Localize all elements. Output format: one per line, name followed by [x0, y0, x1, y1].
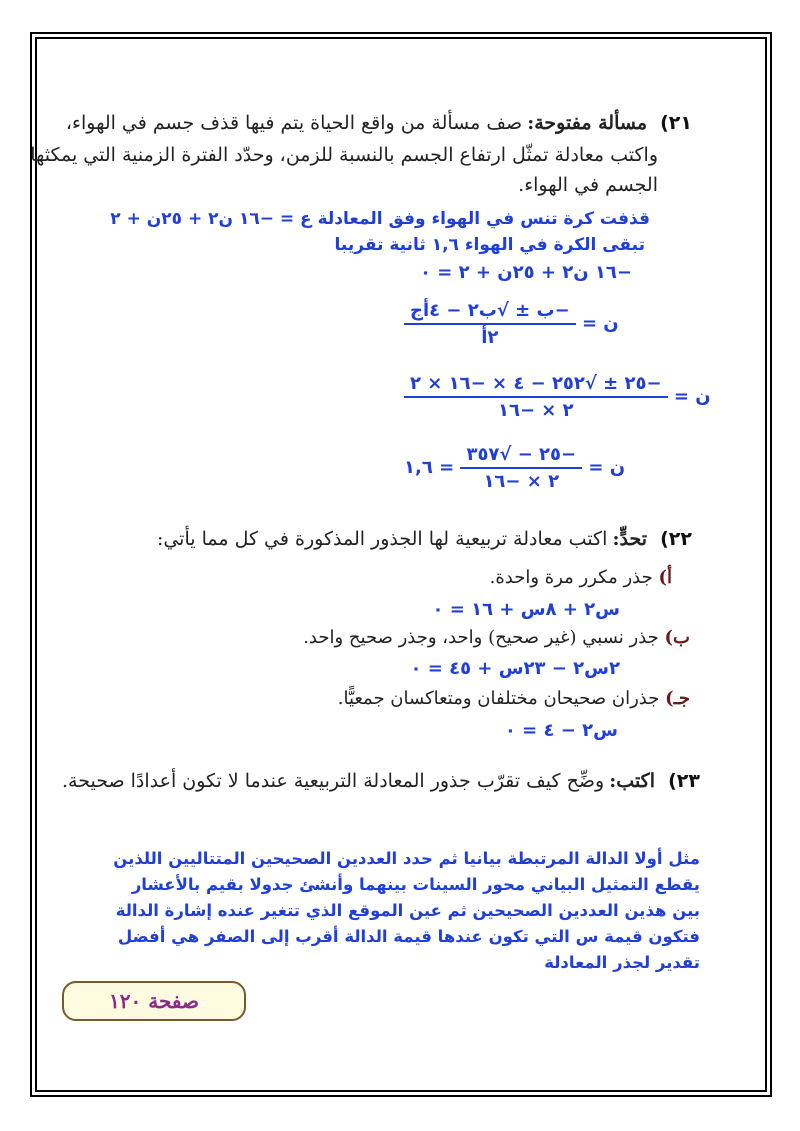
q22-item-c-label: جـ) [665, 688, 690, 709]
q21-number: ٢١) [660, 112, 692, 134]
step2-fraction [404, 373, 668, 421]
q21-text-3: الجسم في الهواء. [518, 174, 658, 196]
q21-tag: مسألة مفتوحة: [527, 112, 648, 134]
q22-item-a-text: جذر مكرر مرة واحدة. [489, 567, 653, 588]
step3-denominator: ٢ × −١٦ [483, 471, 560, 492]
q21-quadratic-formula [404, 300, 619, 348]
page-number: صفحة ١٢٠ [109, 989, 199, 1013]
q23-line [62, 770, 700, 792]
formula-denominator: ٢أ [481, 327, 499, 348]
formula-lhs: ن = [581, 313, 619, 334]
q23-number: ٢٣) [668, 770, 700, 792]
q22-item-c-text: جذران صحيحان مختلفان ومتعاكسان جمعيًّا. [337, 688, 660, 709]
step3-lhs: ن = [588, 457, 626, 478]
step3-fraction [460, 444, 582, 492]
formula-numerator: −ب ± √ب٢ − ٤أج [410, 300, 570, 321]
q21-equation: −١٦ ن٢ + ٢٥ن + ٢ = ٠ [420, 262, 632, 283]
q22-item-b [303, 627, 690, 648]
q22-line [157, 528, 692, 550]
step2-lhs: ن = [673, 386, 711, 407]
q21-answer-1: قذفت كرة تنس في الهواء وفق المعادلة ع = −١٦ ن٢ + ٢٥ن + ٢ [110, 209, 650, 229]
step2-denominator: ٢ × −١٦ [497, 400, 574, 421]
formula-fraction [404, 300, 576, 348]
q22-item-b-text: جذر نسبي (غير صحيح) واحد، وجذر صحيح واحد. [303, 627, 659, 648]
step3-result: = ١,٦ [404, 457, 455, 478]
q21-line2 [30, 144, 658, 166]
q21-answer-2: تبقى الكرة في الهواء ١,٦ ثانية تقريبا [334, 235, 645, 255]
q21-substitution [404, 373, 711, 421]
q23-answer: مثل أولا الدالة المرتبطة بيانيا ثم حدد العددين الصحيحين المتتاليين اللذين يقطع التمثيل البياني محور السينات بينهما وأنشئ جدولا بقيم بالأعشار بين هذين العددين الصحيحين ثم عين الموقع الذي تتغير عنده إشارة الدالة فتكون قيمة س التي تكون عندها قيمة الدالة أقرب إلى الصفر هي أفضل تقدير لجذر المعادلة [113, 849, 700, 972]
q23-tag: اكتب: [609, 770, 656, 792]
q22-item-a-answer: س٢ + ٨س + ١٦ = ٠ [432, 599, 620, 620]
q21-result [404, 444, 625, 492]
step2-numerator: −٢٥ ± √٢٥٢ − ٤ × −١٦ × ٢ [410, 373, 662, 394]
q22-item-a [490, 567, 672, 588]
q22-text: اكتب معادلة تربيعية لها الجذور المذكورة في كل مما يأتي: [156, 528, 608, 550]
q22-tag: تحدٍّ: [612, 528, 648, 550]
q23-text: وضِّح كيف تقرّب جذور المعادلة التربيعية عندما لا تكون أعدادًا صحيحة. [61, 770, 605, 792]
q22-item-c-answer: س٢ − ٤ = ٠ [504, 720, 618, 741]
q22-item-a-label: أ) [658, 567, 672, 588]
q22-item-b-answer: ٢س٢ − ٢٣س + ٤٥ = ٠ [410, 658, 620, 679]
page-number-box [62, 981, 246, 1021]
q22-number: ٢٢) [660, 528, 692, 550]
q21-line3 [518, 174, 658, 196]
q21-line1 [66, 112, 692, 134]
q22-item-c [338, 688, 690, 709]
q21-text-2: واكتب معادلة تمثّل ارتفاع الجسم بالنسبة للزمن، وحدّد الفترة الزمنية التي يمكثها [30, 144, 658, 166]
q21-text-1: صف مسألة من واقع الحياة يتم فيها قذف جسم في الهواء، [65, 112, 523, 134]
step3-numerator: −٢٥ − √٣٥٧ [466, 444, 577, 465]
q22-item-b-label: ب) [664, 627, 690, 648]
